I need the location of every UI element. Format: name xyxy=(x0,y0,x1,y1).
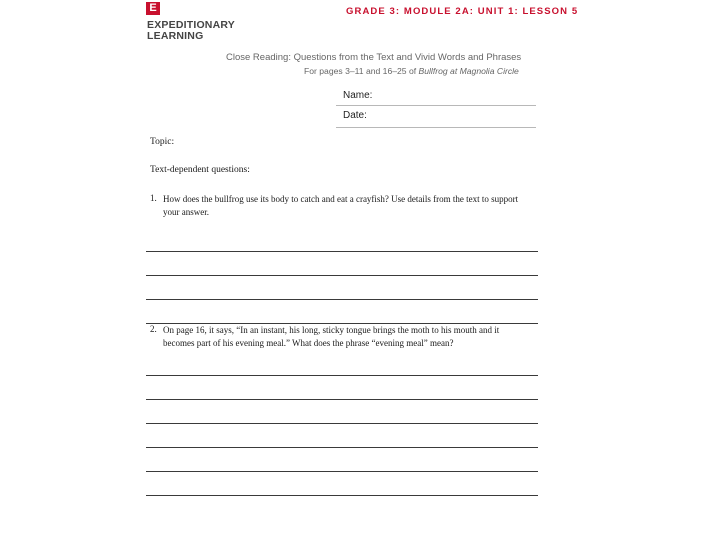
answer-line-9[interactable] xyxy=(146,471,538,472)
text-dependent-questions-heading: Text-dependent questions: xyxy=(150,165,250,175)
date-field-line[interactable] xyxy=(336,127,536,128)
answer-line-1[interactable] xyxy=(146,251,538,252)
question-2-text xyxy=(163,324,538,350)
question-1-line-1: How does the bullfrog use its body to catch and eat a crayfish? Use details from the text to support xyxy=(163,194,519,204)
subtitle-prefix: For pages 3–11 and 16–25 of xyxy=(304,66,419,76)
subtitle-book-title: Bullfrog at Magnolia Circle xyxy=(418,66,519,76)
logo-mark: E xyxy=(146,2,160,15)
question-1-text xyxy=(163,193,538,219)
name-field-line[interactable] xyxy=(336,105,536,106)
name-label: Name: xyxy=(343,90,373,101)
answer-line-10[interactable] xyxy=(146,495,538,496)
answer-line-5[interactable] xyxy=(146,375,538,376)
lesson-heading: GRADE 3: MODULE 2A: UNIT 1: LESSON 5 xyxy=(346,6,579,17)
logo-text-line2: LEARNING xyxy=(147,30,204,42)
logo-text-line1: EXPEDITIONARY xyxy=(147,19,235,31)
topic-label: Topic: xyxy=(150,137,175,147)
page-title: Close Reading: Questions from the Text and Vivid Words and Phrases xyxy=(226,52,522,63)
answer-line-2[interactable] xyxy=(146,275,538,276)
answer-line-8[interactable] xyxy=(146,447,538,448)
answer-line-3[interactable] xyxy=(146,299,538,300)
question-1-line-2: your answer. xyxy=(163,207,209,217)
page-subtitle xyxy=(304,66,519,76)
answer-line-7[interactable] xyxy=(146,423,538,424)
date-label: Date: xyxy=(343,110,367,121)
question-2-line-2: becomes part of his evening meal.” What does the phrase “evening meal” mean? xyxy=(163,338,454,348)
question-2-number: 2. xyxy=(150,324,157,334)
question-1-number: 1. xyxy=(150,193,157,203)
answer-line-6[interactable] xyxy=(146,399,538,400)
question-2-line-1: On page 16, it says, “In an instant, his long, sticky tongue brings the moth to his mouth and it xyxy=(163,325,500,335)
